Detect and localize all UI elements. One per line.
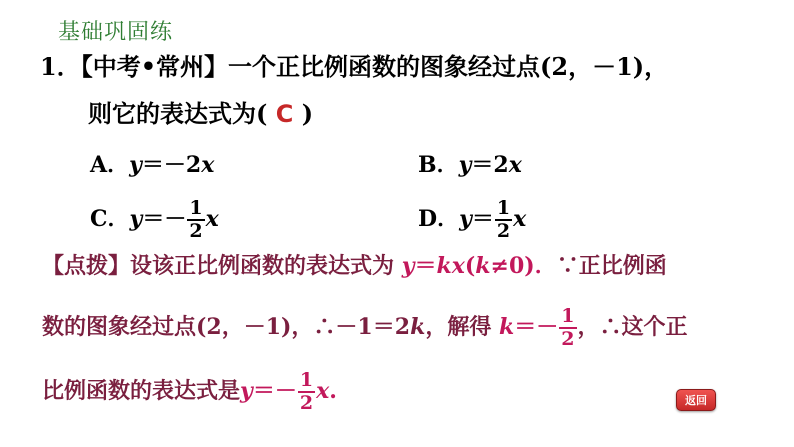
hint-line-3: [42, 370, 337, 414]
hint-x-3: x: [316, 378, 330, 404]
option-a-y: y: [129, 152, 142, 178]
option-c-fraction: [187, 198, 204, 242]
hint-kx: kx: [436, 253, 465, 279]
answer-choice: C: [275, 100, 294, 128]
question-text-2-close: ): [301, 99, 314, 128]
option-c-y: y: [129, 206, 143, 232]
option-c-denominator: 2: [189, 220, 203, 242]
option-d-label: D．: [418, 206, 460, 232]
option-d-x: x: [513, 206, 527, 232]
option-d-y: y: [459, 206, 472, 232]
option-b: [418, 148, 522, 179]
question-text-2: 则它的表达式为(: [88, 99, 268, 128]
hint-formula-1: [402, 253, 557, 279]
hint-denominator-3: 2: [299, 392, 314, 414]
option-c-x: x: [205, 206, 219, 232]
option-d-numerator: 1: [496, 197, 511, 219]
option-a-x: x: [201, 152, 215, 178]
hint-mid-2: ，解得: [425, 314, 492, 340]
option-b-x: x: [508, 152, 522, 178]
option-c-label: C．: [90, 206, 130, 232]
option-c-numerator: 1: [189, 197, 203, 219]
hint-numerator-2: 1: [561, 305, 575, 327]
option-b-label: B．: [418, 152, 459, 178]
hint-eq-2: ＝－: [514, 314, 559, 340]
back-button[interactable]: 返回: [676, 389, 716, 411]
hint-period: .: [329, 378, 337, 404]
hint-formula-2: [499, 305, 578, 350]
hint-eq-3: ＝－: [252, 378, 297, 404]
hint-line-1: [42, 249, 667, 283]
hint-k: k: [475, 253, 491, 279]
hint-tail-2: ，∴这个正: [577, 314, 688, 340]
section-title: 基础巩固练: [58, 20, 174, 45]
hint-text-2: 数的图象经过点(2，－1)，∴－1＝2: [42, 314, 411, 340]
hint-tag: 【点拨】: [42, 253, 131, 279]
hint-y-3: y: [240, 378, 253, 404]
hint-denominator-2: 2: [561, 328, 575, 350]
hint-numerator-3: 1: [299, 369, 314, 391]
option-a-label: A．: [90, 152, 130, 178]
option-a: [90, 148, 214, 179]
option-d-rel: ＝: [471, 206, 494, 232]
question-line-1: [40, 50, 668, 84]
option-d: [418, 198, 526, 242]
hint-fraction-2: [559, 306, 576, 350]
question-line-2: [88, 97, 313, 131]
option-b-rel: ＝2: [471, 152, 509, 178]
hint-ne: ≠0)．: [490, 253, 557, 279]
option-a-rel: ＝－2: [141, 152, 202, 178]
hint-eq: ＝: [414, 253, 437, 279]
hint-text-3: 比例函数的表达式是: [42, 378, 241, 404]
hint-tail-1: ∵正比例函: [556, 253, 667, 279]
question-text-1: 【中考•常州】一个正比例函数的图象经过点(2，－1)，: [80, 52, 669, 81]
option-d-denominator: 2: [496, 220, 511, 242]
hint-text-1: 设该正比例函数的表达式为: [130, 253, 395, 279]
hint-line-2: [42, 306, 688, 350]
hint-formula-3: [240, 369, 337, 414]
option-b-y: y: [458, 152, 472, 178]
option-c-rel: ＝－: [142, 206, 187, 232]
hint-y: y: [401, 253, 415, 279]
option-c: [90, 198, 219, 242]
hint-k-3: k: [499, 314, 515, 340]
hint-fraction-3: [298, 370, 315, 414]
hint-paren: (: [464, 253, 476, 279]
option-d-fraction: [495, 198, 512, 242]
hint-k-2: k: [410, 314, 426, 340]
question-number: 1．: [40, 52, 81, 81]
